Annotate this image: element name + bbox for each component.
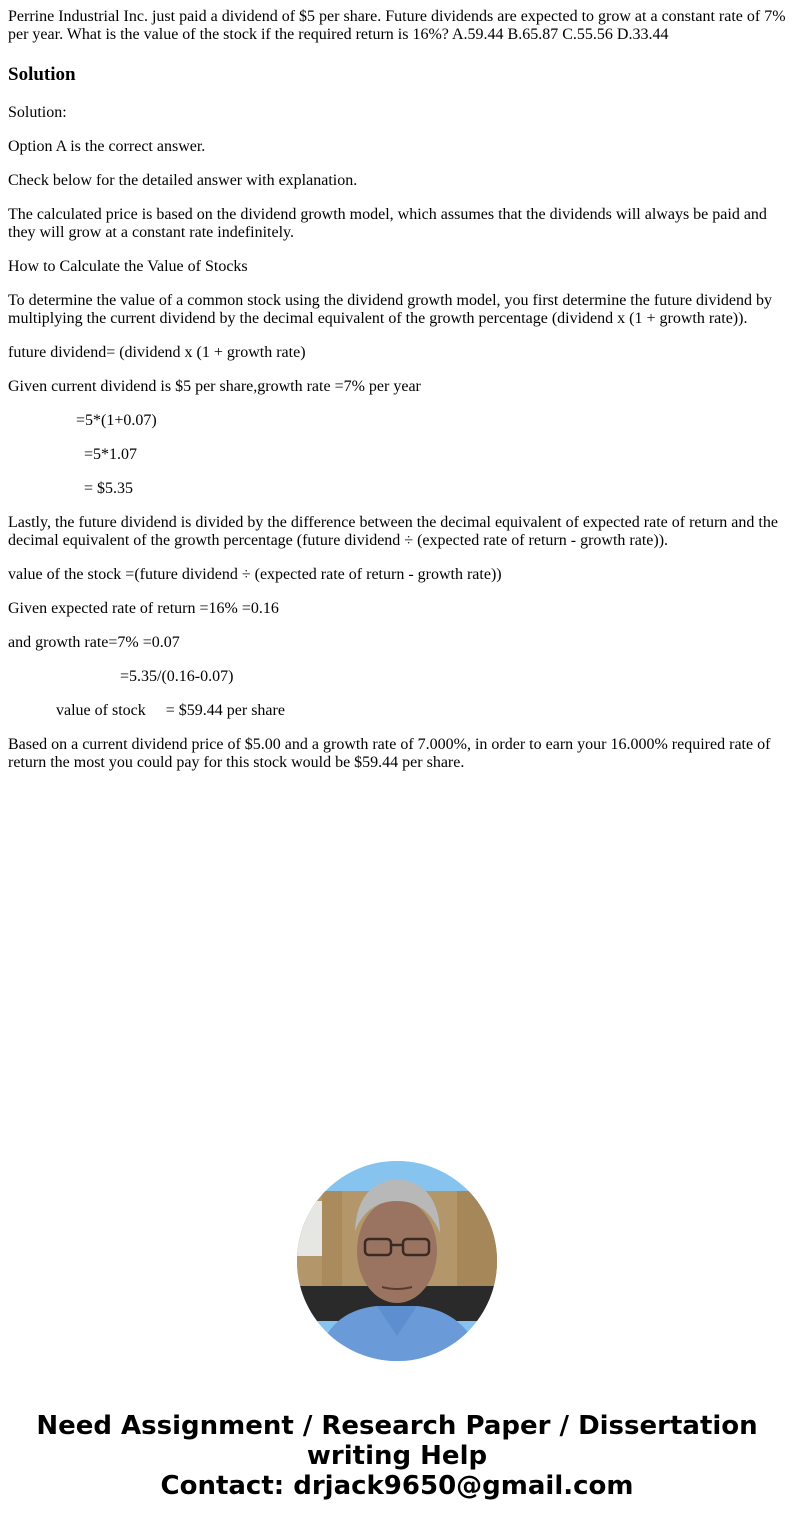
paragraph: How to Calculate the Value of Stocks xyxy=(8,258,248,275)
banner-line: writing Help xyxy=(306,1441,488,1471)
paragraph: The calculated price is based on the dividend growth model, which assumes that the dividends will always be paid and they will grow at a constant rate indefinitely. xyxy=(8,206,767,241)
paragraph: Given current dividend is $5 per share,growth rate =7% per year xyxy=(8,378,421,395)
paragraph: Option A is the correct answer. xyxy=(8,138,206,155)
person-portrait-icon xyxy=(297,1161,497,1361)
paragraph: To determine the value of a common stock using the dividend growth model, you first determine the future dividend by multiplying the current dividend by the decimal equivalent of the growth percentage (dividend x (1 + growth rate)). xyxy=(8,292,773,327)
formula-line: future dividend= (dividend x (1 + growth rate) xyxy=(8,344,306,361)
paragraph: Check below for the detailed answer with explanation. xyxy=(8,172,358,189)
formula-line: = $5.35 xyxy=(8,480,134,497)
author-photo xyxy=(297,1161,497,1361)
document-body xyxy=(0,8,794,772)
conclusion-paragraph: Based on a current dividend price of $5.00 and a growth rate of 7.000%, in order to earn your 16.000% required rate of return the most you could pay for this stock would be $59.44 per share. xyxy=(8,736,771,771)
result-line: value of stock = $59.44 per share xyxy=(8,702,285,719)
solution-heading: Solution xyxy=(8,64,76,85)
paragraph: and growth rate=7% =0.07 xyxy=(8,634,180,651)
banner-line: Need Assignment / Research Paper / Dissertation xyxy=(36,1411,758,1441)
formula-line: =5*(1+0.07) xyxy=(8,412,157,429)
paragraph: Given expected rate of return =16% =0.16 xyxy=(8,600,279,617)
formula-line: =5.35/(0.16-0.07) xyxy=(8,668,234,685)
formula-line: =5*1.07 xyxy=(8,446,138,463)
question-text: Perrine Industrial Inc. just paid a dividend of $5 per share. Future dividends are expected to grow at a constant rate of 7% per year. What is the value of the stock if the required return is 16%? A.59.44 B.65.87 C.55.56 D.33.44 xyxy=(8,8,786,43)
contact-banner xyxy=(0,1411,794,1501)
paragraph: Solution: xyxy=(8,104,67,121)
contact-email: Contact: drjack9650@gmail.com xyxy=(160,1471,634,1501)
formula-line: value of the stock =(future dividend ÷ (expected rate of return - growth rate)) xyxy=(8,566,502,583)
paragraph: Lastly, the future dividend is divided by the difference between the decimal equivalent of expected rate of return and the decimal equivalent of the growth percentage (future dividend ÷ (expected rate of return - growth rate)). xyxy=(8,514,778,549)
